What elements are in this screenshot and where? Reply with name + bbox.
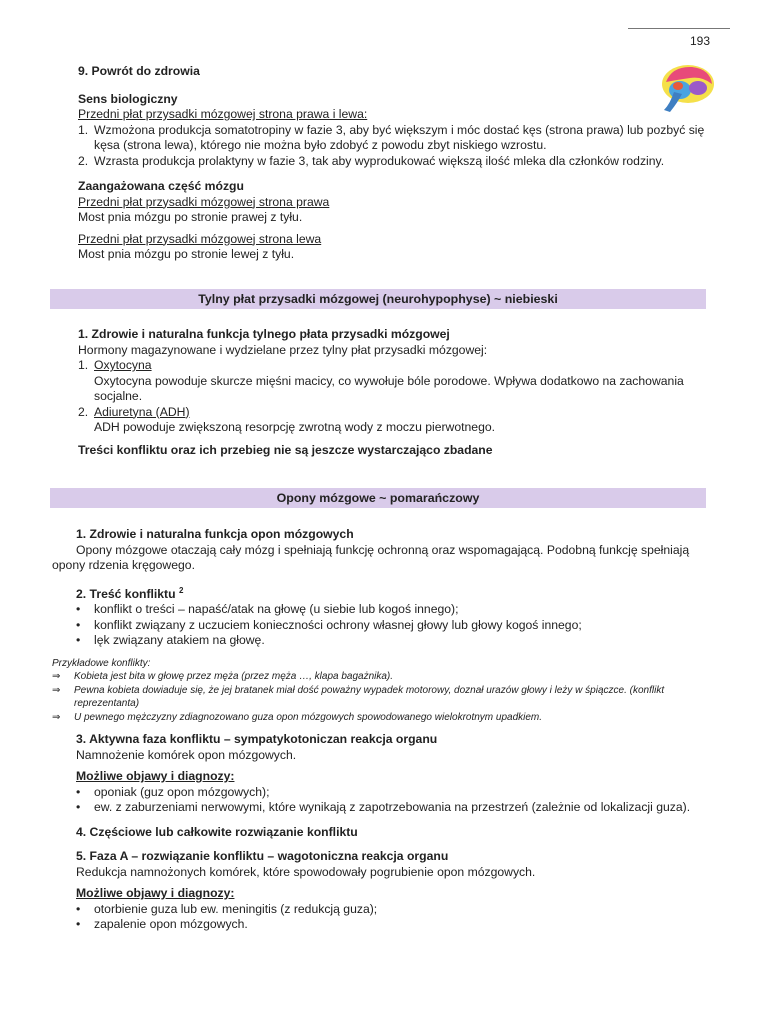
- header-rule: [628, 28, 730, 29]
- section-heading: 1. Zdrowie i naturalna funkcja opon mózgowych: [76, 527, 354, 541]
- paragraph: Most pnia mózgu po stronie prawej z tyłu.: [78, 210, 303, 224]
- paragraph: Most pnia mózgu po stronie lewej z tyłu.: [78, 247, 295, 261]
- example-item: ⇒ Kobieta jest bita w głowę przez męża (przez męża …, klapa bagażnika).: [52, 671, 394, 683]
- bullet-item: • otorbienie guza lub ew. meningitis (z redukcją guza);: [76, 901, 378, 916]
- section-heading: 3. Aktywna faza konfliktu – sympatykotoniczan reakcja organu: [76, 732, 438, 747]
- paragraph: Namnożenie komórek opon mózgowych.: [76, 747, 297, 762]
- section-band: Tylny płat przysadki mózgowej (neurohypophyse) ~ niebieski: [50, 289, 706, 309]
- diagnosis-heading: Możliwe objawy i diagnozy:: [76, 886, 235, 901]
- subheading-underlined: Przedni płat przysadki mózgowej strona prawa i lewa:: [78, 107, 368, 121]
- paragraph: Opony mózgowe otaczają cały mózg i spełniają funkcję ochronną oraz wspomagającą. Podobną funkcję spełniają opony rdzenia kręgowego.: [52, 542, 690, 572]
- bullet-item: • konflikt związany z uczuciem konieczności ochrony własnej głowy lub głowy kogoś innego;: [76, 617, 582, 632]
- bullet-item: • zapalenie opon mózgowych.: [76, 917, 248, 932]
- list-item: 2. Wzrasta produkcja prolaktyny w fazie 3, tak aby wyprodukować większą ilość mleka dla członków rodziny.: [78, 153, 665, 168]
- section-heading: 2. Treść konfliktu $^2$: [76, 585, 184, 601]
- examples-heading: Przykładowe konflikty:: [52, 657, 151, 669]
- page-number: 193: [690, 34, 711, 48]
- subheading-underlined: Przedni płat przysadki mózgowej strona lewa: [78, 231, 322, 246]
- section-heading: 4. Częściowe lub całkowite rozwiązanie konfliktu: [76, 824, 358, 839]
- paragraph: Redukcja namnożonych komórek, które spowodowały pogrubienie opon mózgowych.: [76, 864, 536, 879]
- list-item-text: Oxytocyna powoduje skurcze mięśni macicy, co wywołuje bóle porodowe. Wpływa dodatkowo na zachowania socjalne.: [94, 373, 684, 403]
- paragraph: Hormony magazynowane i wydzielane przez tylny płat przysadki mózgowej:: [78, 342, 488, 357]
- note: Treści konfliktu oraz ich przebieg nie są jeszcze wystarczająco zbadane: [78, 442, 493, 457]
- subheading: Sens biologiczny: [78, 91, 178, 106]
- bullet-item: • konflikt o treści – napaść/atak na głowę (u siebie lub kogoś innego);: [76, 602, 459, 617]
- list-item: 1. Oxytocyna: [78, 358, 152, 372]
- list-item: 1. Wzmożona produkcja somatotropiny w fazie 3, aby być większym i móc dostać kęs (strona prawa) lub pozbyć się kęsa (strona lewa), którego nie można było zdobyć z powodu zbyt niskiego wzrostu.: [78, 122, 705, 152]
- list-item-text: ADH powoduje zwiększoną resorpcję zwrotną wody z moczu pierwotnego.: [94, 420, 496, 434]
- section-title: 9. Powrót do zdrowia: [78, 64, 200, 78]
- example-item: ⇒ Pewna kobieta dowiaduje się, że jej bratanek miał dość poważny wypadek motorowy, doznał urazów głowy i leży w śpiączce. (konflikt reprezentanta): [52, 684, 665, 710]
- example-item: ⇒ U pewnego mężczyzny zdiagnozowano guza opon mózgowych spowodowanego wielokrotnym upadkiem.: [52, 711, 543, 723]
- diagnosis-heading: Możliwe objawy i diagnozy:: [76, 769, 235, 784]
- subheading-underlined: Przedni płat przysadki mózgowej strona prawa: [78, 194, 330, 209]
- section-heading: 1. Zdrowie i naturalna funkcja tylnego płata przysadki mózgowej: [78, 327, 450, 341]
- subheading: Zaangażowana część mózgu: [78, 179, 244, 193]
- bullet-item: • oponiak (guz opon mózgowych);: [76, 784, 270, 799]
- list-item: 2. Adiuretyna (ADH): [78, 404, 190, 419]
- section-band: Opony mózgowe ~ pomarańczowy: [50, 488, 706, 508]
- bullet-item: • lęk związany atakiem na głowę.: [76, 633, 265, 648]
- section-heading: 5. Faza A – rozwiązanie konfliktu – wagotoniczna reakcja organu: [76, 849, 449, 864]
- bullet-item: • ew. z zaburzeniami nerwowymi, które wynikają z zapotrzebowania na przestrzeń (zależnie od lokalizacji guza).: [76, 800, 691, 815]
